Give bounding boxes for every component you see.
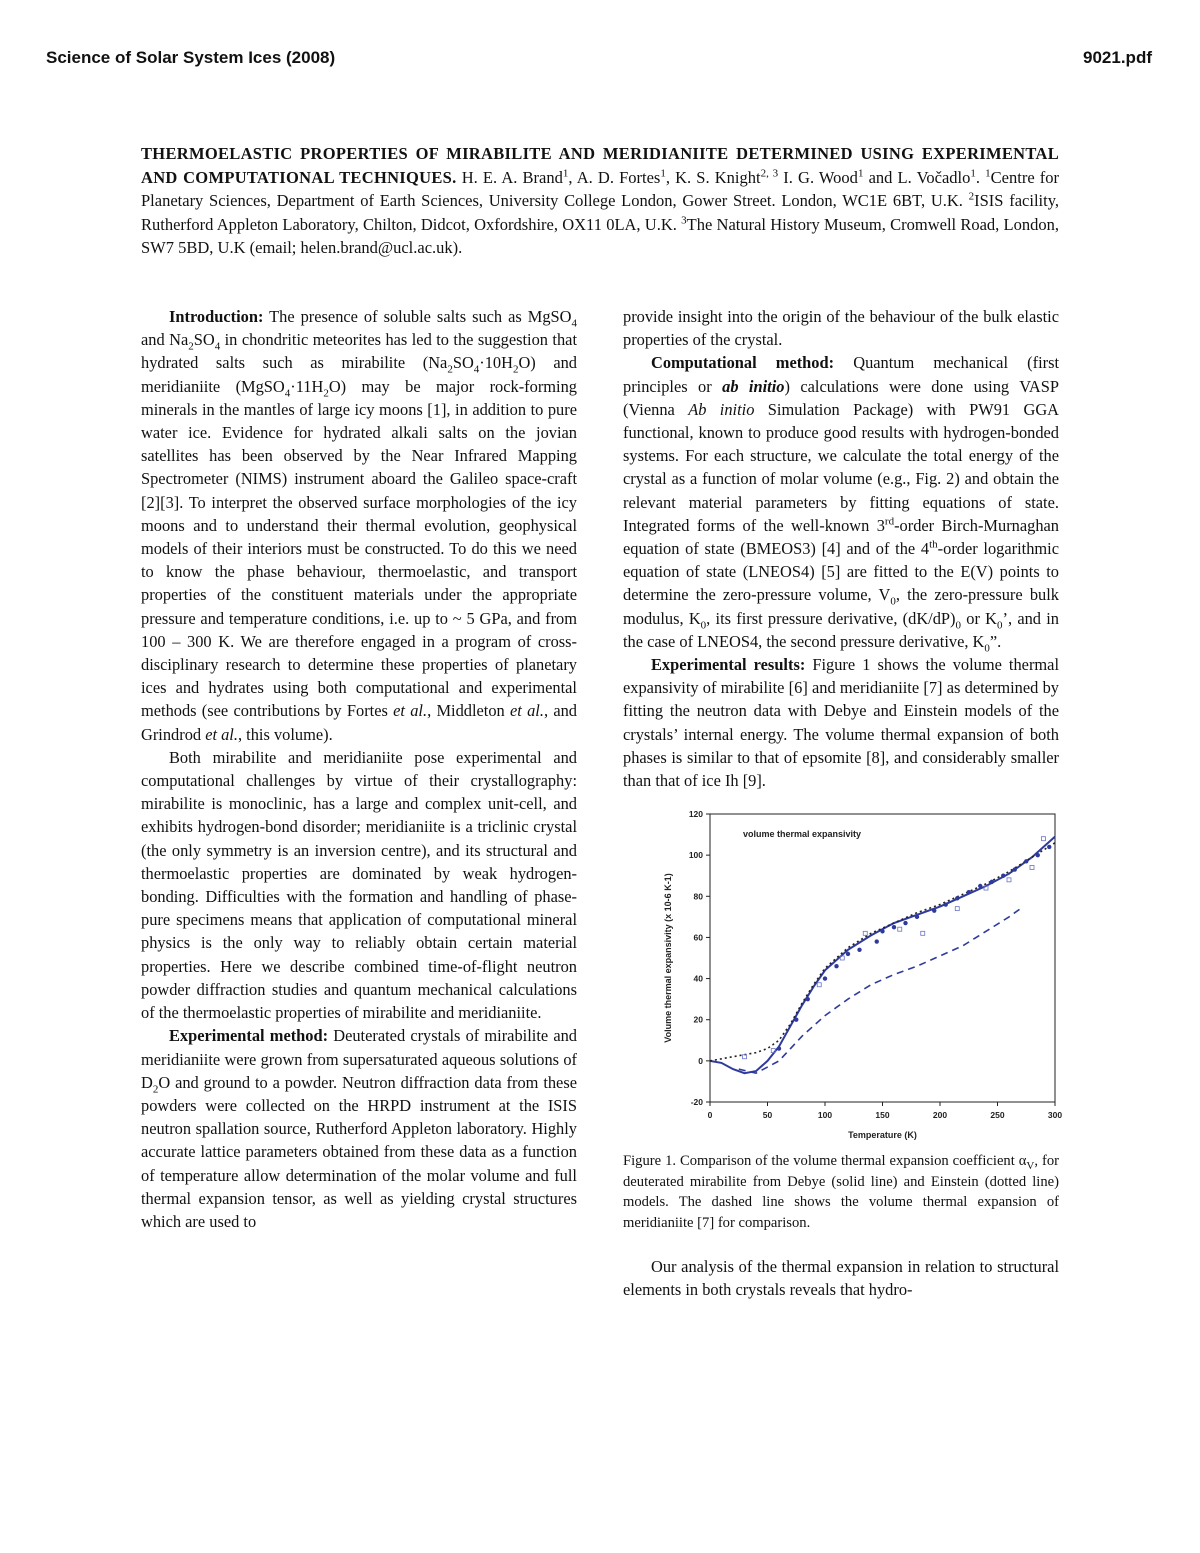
- data-point-open: [955, 907, 959, 911]
- data-point-filled: [1047, 845, 1051, 849]
- running-header-right: 9021.pdf: [1083, 48, 1152, 67]
- data-point-filled: [1001, 874, 1005, 878]
- intro-heading: Introduction:: [169, 307, 264, 326]
- data-point-filled: [990, 880, 994, 884]
- data-point-filled: [892, 925, 896, 929]
- data-point-open: [863, 932, 867, 936]
- figure-1-caption: Figure 1. Comparison of the volume thermal expansion coefficient $\alpha_V$, for deuterated mirabilite from Debye (solid line) and Einstein (dotted line) models. The dashed line shows the volume thermal expansion of meridianiite [7] for comparison.: [623, 1153, 1059, 1231]
- paragraph: provide insight into the origin of the behaviour of the bulk elastic properties of the crystal.: [623, 307, 1059, 350]
- exp-method-paragraph: Experimental method: Deuterated crystals of mirabilite and meridianiite were grown from supersaturated aqueous solutions of $D_2O$ and ground to a powder. Neutron diffraction data from these powders were collected on the HRPD instrument at the ISIS neutron spallation source, Rutherford Appleton laboratory. Highly accurate lattice parameters obtained from these data as a function of temperature allow determination of the molar volume and full thermal expansion tensor, as well as yielding crystal structures which are used to: [141, 1026, 577, 1231]
- x-tick-label: 50: [762, 1110, 773, 1121]
- data-point-filled: [955, 896, 959, 900]
- y-tick-label: 100: [688, 850, 703, 861]
- data-point-open: [1007, 878, 1011, 882]
- data-point-filled: [1013, 868, 1017, 872]
- figure-1: [623, 802, 1063, 1147]
- y-tick-label: -20: [690, 1097, 703, 1108]
- data-point-open: [1042, 837, 1046, 841]
- y-tick-label: 20: [693, 1014, 703, 1025]
- chart-title: volume thermal expansivity: [743, 829, 862, 840]
- y-tick-label: 80: [693, 891, 703, 902]
- data-point-filled: [915, 915, 919, 919]
- data-point-filled: [857, 948, 861, 952]
- data-point-open: [921, 932, 925, 936]
- x-tick-label: 0: [707, 1110, 713, 1121]
- x-tick-label: 250: [990, 1110, 1005, 1121]
- data-point-filled: [1024, 859, 1028, 863]
- data-point-filled: [1036, 853, 1040, 857]
- right-column: [623, 305, 1063, 1302]
- data-point-filled: [967, 890, 971, 894]
- exp-results-paragraph: Experimental results: Figure 1 shows the volume thermal expansivity of mirabilite [6] and meridianiite [7] as determined by fitting the neutron data with Debye and Einstein models of the crystals’ internal energy. The volume thermal expansion of both phases is similar to that of epsomite [8], and considerably smaller than that of ice Ih [9].: [623, 655, 1059, 791]
- data-point-filled: [834, 964, 838, 968]
- data-point-filled: [806, 997, 810, 1001]
- data-point-filled: [903, 921, 907, 925]
- running-header-left: Science of Solar System Ices (2008): [46, 48, 336, 67]
- x-tick-label: 100: [817, 1110, 833, 1121]
- data-point-filled: [875, 940, 879, 944]
- data-point-filled: [794, 1018, 798, 1022]
- left-column: [141, 305, 577, 1233]
- x-tick-label: 300: [1047, 1110, 1063, 1121]
- y-tick-label: 0: [698, 1056, 703, 1067]
- paragraph: Both mirabilite and meridianiite pose experimental and computational challenges by virtue of their crystallography: mirabilite is monoclinic, has a large and complex unit-cell, and exhibits hydrogen-bond disorder; meridianiite is a triclinic crystal (the only symmetry is an inversion centre), and its structural and thermoelastic properties are dominated by weak hydrogen-bonding. Difficulties with the formation and handling of phase-pure specimens means that application of computational mineral physics is the only way to reliably obtain certain material properties. Here we describe combined time-of-flight neutron powder diffraction studies and quantum mechanical calculations of the thermoelastic properties of mirabilite and meridianiite.: [141, 747, 577, 1023]
- exp-method-heading: Experimental method:: [169, 1026, 329, 1046]
- data-point-filled: [880, 929, 884, 933]
- y-tick-label: 60: [693, 932, 703, 943]
- data-point-open: [743, 1055, 747, 1059]
- data-point-open: [898, 927, 902, 931]
- series-line-solid: [710, 837, 1055, 1074]
- y-tick-label: 120: [688, 809, 703, 820]
- comp-method-heading: Computational method:: [651, 353, 835, 373]
- intro-paragraph: Introduction: The presence of soluble salts such as MgSO$_4$ and $Na_2SO_4$ in chondritic meteorites has led to the suggestion that hydrated salts such as mirabilite $(Na_2SO_4\cdot 10H_2O)$ and meridianiite $(MgSO_4\cdot 11H_2O)$ may be major rock-forming minerals in the mantles of large icy moons [1], in addition to pure water ice. Evidence for hydrated alkali salts on the jovian satellites has been observed by the Near Infrared Mapping Spectrometer (NIMS) instrument aboard the Galileo space-craft [2][3]. To interpret the observed surface morphologies of the icy moons and to understand their thermal evolution, geophysical models of their interiors must be constructed. To do this we need to know the phase behaviour, thermoelastic, and transport properties of the constituent materials under the appropriate pressure and temperature conditions, i.e. up to ~ 5 GPa, and from 100 – 300 K. We are therefore engaged in a program of cross-disciplinary research to determine these properties of planetary ices and hydrates using both computational and experimental methods (see contributions by Fortes et al., Middleton et al., and Grindrod et al., this volume).: [141, 307, 578, 744]
- plot-frame: [710, 814, 1055, 1102]
- x-tick-label: 150: [875, 1110, 890, 1121]
- data-point-filled: [932, 909, 936, 913]
- data-point-filled: [944, 903, 948, 907]
- data-point-filled: [978, 884, 982, 888]
- y-axis-label: Volume thermal expansivity (x 10-6 K-1): [663, 873, 673, 1043]
- comp-method-paragraph: Computational method: Quantum mechanical (first principles or ab initio) calculations were done using VASP (Vienna Ab initio Simulation Package) with PW91 GGA functional, known to produce good results with hydrogen-bonded systems. For each structure, we calculate the total energy of the crystal as a function of molar volume (e.g., Fig. 2) and obtain the relevant material parameters by fitting equations of state. Integrated forms of the well-known 3rd-order Birch-Murnaghan equation of state (BMEOS3) [4] and of the 4th-order logarithmic equation of state (LNEOS4) [5] are fitted to the E(V) points to determine the zero-pressure volume, $V_0$, the zero-pressure bulk modulus, $K_0$, its first pressure derivative, $(dK/dP)_0$ or $K_0$’, and in the case of LNEOS4, the second pressure derivative, $K_0$”.: [623, 353, 1060, 655]
- y-tick-label: 40: [693, 973, 703, 984]
- exp-results-heading: Experimental results:: [651, 655, 806, 675]
- data-point-filled: [846, 952, 850, 956]
- data-point-open: [1030, 866, 1034, 870]
- paper-title: THERMOELASTIC PROPERTIES OF MIRABILITE AND MERIDIANIITE DETERMINED USING EXPERIMENTAL AND COMPUTATIONAL TECHNIQUES.: [141, 144, 1059, 187]
- data-point-open: [817, 983, 821, 987]
- x-axis-label: Temperature (K): [848, 1130, 917, 1141]
- title-block: THERMOELASTIC PROPERTIES OF MIRABILITE AND MERIDIANIITE DETERMINED USING EXPERIMENTAL AND COMPUTATIONAL TECHNIQUES. H. E. A. Brand$^1$, A. D. Fortes$^1$, K. S. Knight$^{2, 3}$ I. G. Wood$^1$ and L. Vočadlo$^1$. $^1$Centre for Planetary Sciences, Department of Earth Sciences, University College London, Gower Street. London, WC1E 6BT, U.K. $^2$ISIS facility, Rutherford Appleton Laboratory, Chilton, Didcot, Oxfordshire, OX11 0LA, U.K. $^3$The Natural History Museum, Cromwell Road, London, SW7 5BD, U.K (email; helen.brand@ucl.ac.uk).: [141, 144, 1060, 257]
- data-point-filled: [777, 1047, 781, 1051]
- data-point-filled: [823, 977, 827, 981]
- paragraph: Our analysis of the thermal expansion in relation to structural elements in both crystals reveals that hydro-: [623, 1257, 1059, 1300]
- x-tick-label: 200: [932, 1110, 948, 1121]
- thermal-expansivity-chart: [623, 802, 1063, 1147]
